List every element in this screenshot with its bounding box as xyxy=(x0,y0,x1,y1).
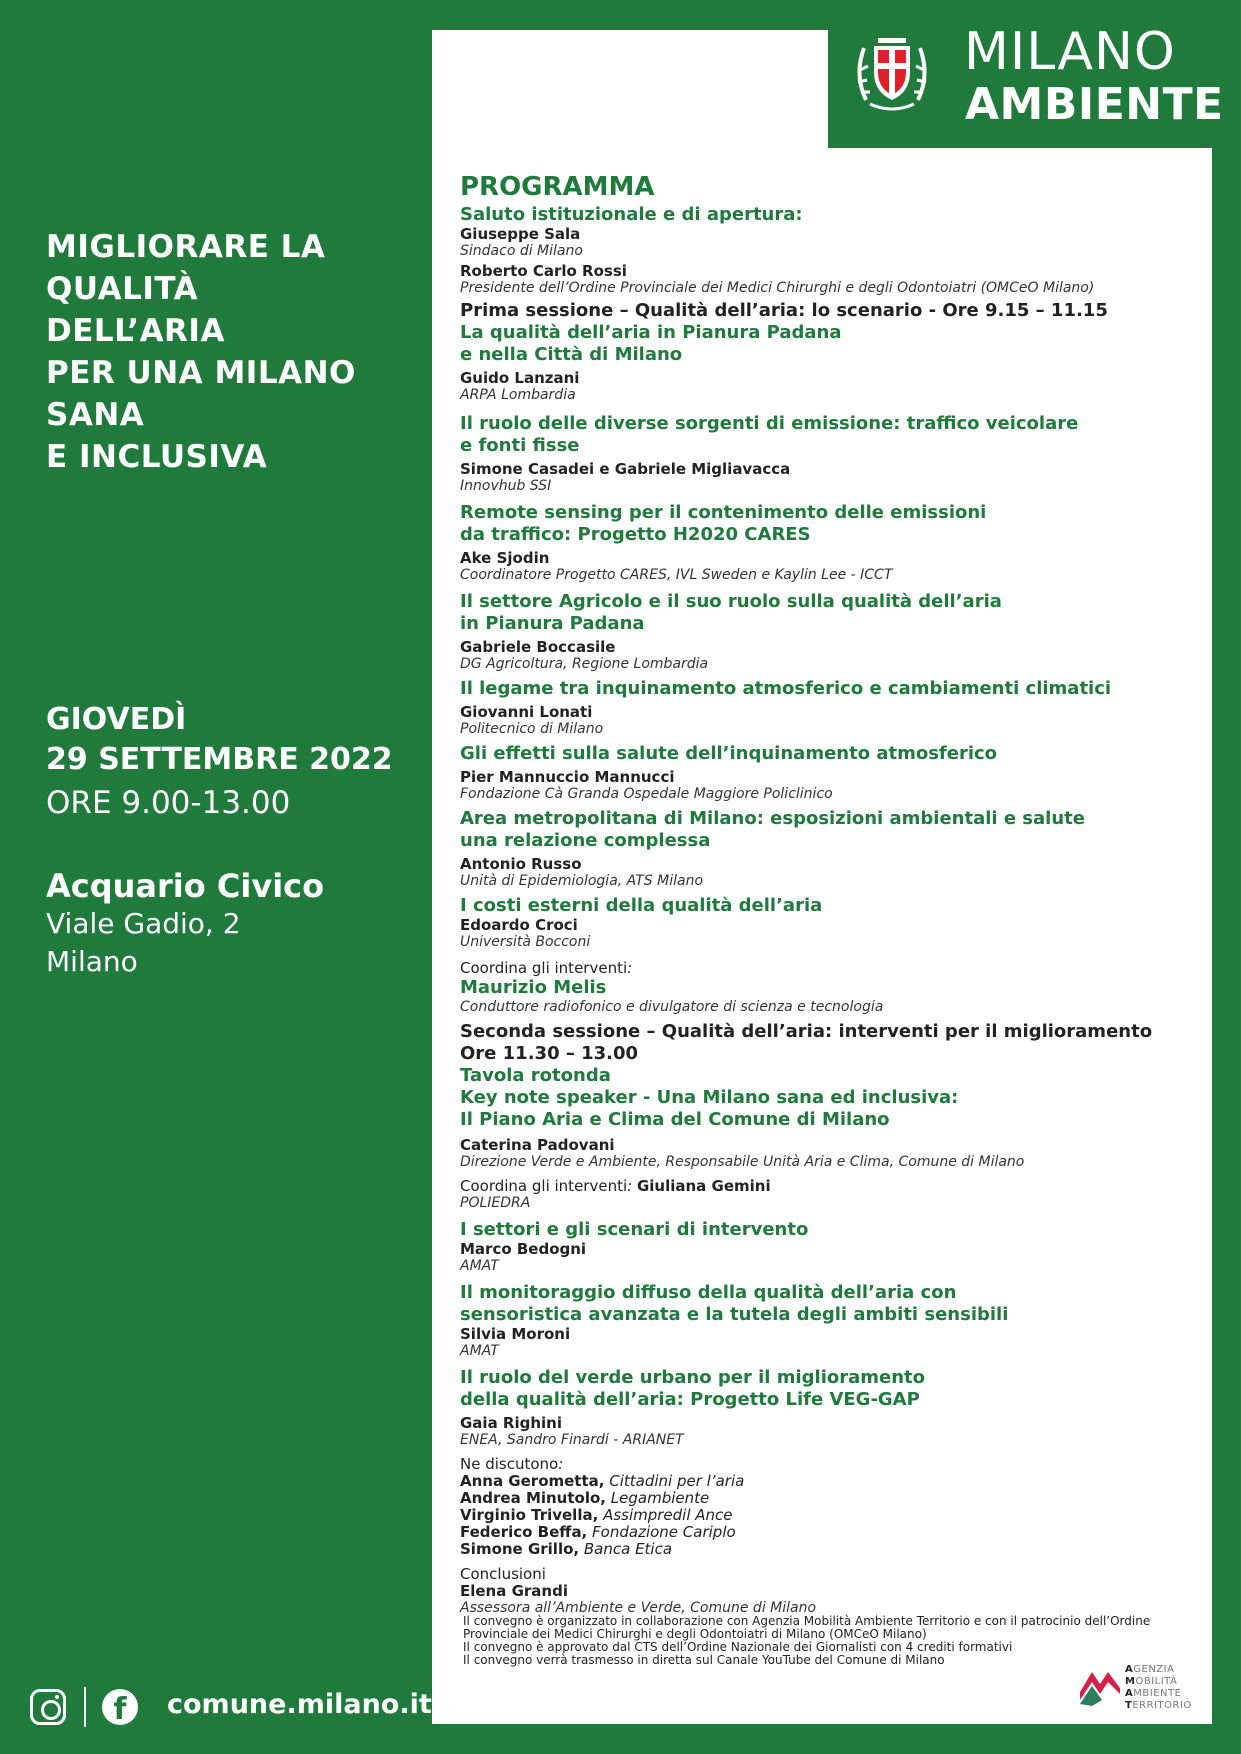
session1-heading: Prima sessione – Qualità dell’aria: lo scenario - Ore 9.15 – 11.15 xyxy=(460,300,1108,321)
amat-word: GENZIA xyxy=(1133,1664,1175,1675)
talk-title: Il settore Agricolo e il suo ruolo sulla qualità dell’aria xyxy=(460,591,1002,612)
speaker-role: Sindaco di Milano xyxy=(460,243,583,259)
moderator-role: POLIEDRA xyxy=(460,1195,531,1211)
speaker-role: Coordinatore Progetto CARES, IVL Sweden e Kaylin Lee - ICCT xyxy=(460,567,893,583)
left-column xyxy=(0,0,430,1754)
title-line: DELL’ARIA xyxy=(46,313,225,349)
talk-item xyxy=(460,591,1200,672)
footer-note: Il convegno verrà trasmesso in diretta sul Canale YouTube del Comune di Milano xyxy=(463,1653,945,1667)
session2-heading: Seconda sessione – Qualità dell’aria: interventi per il miglioramento xyxy=(460,1021,1153,1042)
amat-initial: M xyxy=(1125,1676,1136,1687)
discussant-name: Simone Grillo, xyxy=(460,1540,580,1558)
speaker-name: Pier Mannuccio Mannucci xyxy=(460,768,675,786)
footer-note: Il convegno è approvato dal CTS dell’Ordine Nazionale dei Giornalisti con 4 crediti formativi xyxy=(463,1640,1013,1654)
talk-title: in Pianura Padana xyxy=(460,613,645,634)
footer-note: Provinciale dei Medici Chirurghi e degli Odontoiatri di Milano (OMCeO Milano) xyxy=(463,1627,927,1641)
discussant-org: Cittadini per l’aria xyxy=(609,1472,745,1490)
brand-line2: AMBIENTE xyxy=(965,79,1224,130)
moderator-label: Coordina gli interventi xyxy=(460,1177,628,1195)
divider xyxy=(84,1687,86,1727)
talk-title: Il ruolo delle diverse sorgenti di emissione: traffico veicolare xyxy=(460,413,1079,434)
discussant-org: Banca Etica xyxy=(583,1540,673,1558)
amat-initial: T xyxy=(1125,1700,1133,1711)
talk-item xyxy=(460,743,1200,802)
speaker-name: Giovanni Lonati xyxy=(460,703,593,721)
speaker-name: Marco Bedogni xyxy=(460,1240,587,1258)
social-bar xyxy=(30,1683,432,1733)
talk-title: della qualità dell’aria: Progetto Life VEG-GAP xyxy=(460,1389,920,1410)
speaker-name: Gaia Righini xyxy=(460,1414,562,1432)
keynote-name: Caterina Padovani xyxy=(460,1136,615,1154)
talk-item xyxy=(460,808,1200,889)
talk-title: da traffico: Progetto H2020 CARES xyxy=(460,524,811,545)
talk-item xyxy=(460,1219,1200,1274)
talk-title: sensoristica avanzata e la tutela degli ambiti sensibili xyxy=(460,1304,1009,1325)
speaker-name: Gabriele Boccasile xyxy=(460,638,616,656)
talk-item xyxy=(460,895,1200,950)
talk-title: Il ruolo del verde urbano per il miglioramento xyxy=(460,1367,926,1388)
discussant-org: Assimpredil Ance xyxy=(603,1506,733,1524)
amat-mark-icon xyxy=(1078,1664,1122,1708)
discussant-org: Legambiente xyxy=(610,1489,710,1507)
footer-notes xyxy=(463,1615,1203,1667)
facebook-icon[interactable]: f xyxy=(102,1689,138,1725)
brand-line1: MILANO xyxy=(964,22,1176,82)
talk-title: una relazione complessa xyxy=(460,830,711,851)
speaker-name: Antonio Russo xyxy=(460,855,582,873)
website-link[interactable]: comune.milano.it xyxy=(167,1689,432,1720)
speaker-role: Unità di Epidemiologia, ATS Milano xyxy=(460,873,704,889)
keynote-title: Key note speaker - Una Milano sana ed inclusiva: xyxy=(460,1087,959,1108)
moderator-2: Coordina gli interventi: Giuliana Gemini POLIEDRA xyxy=(460,1178,1200,1211)
talk-title: I settori e gli scenari di intervento xyxy=(460,1219,809,1240)
amat-word: ERRITORIO xyxy=(1132,1700,1192,1711)
discussants: Ne discutono: Anna Gerometta, Cittadini per l’aria Andrea Minutolo, Legambiente Virginio Trivella, Assimpredil Ance Federico Beffa, Fondazione Cariplo Simone Grillo, Banca Etica xyxy=(460,1455,745,1558)
amat-logo xyxy=(1078,1664,1198,1714)
speaker-role: Innovhub SSI xyxy=(460,478,552,494)
moderator-role: Conduttore radiofonico e divulgatore di scienza e tecnologia xyxy=(460,999,884,1015)
discussant-name: Andrea Minutolo, xyxy=(460,1489,606,1507)
address-street: Viale Gadio, 2 xyxy=(46,907,241,940)
speaker-role: Università Bocconi xyxy=(460,934,591,950)
talk-title: Area metropolitana di Milano: esposizioni ambientali e salute xyxy=(460,808,1085,829)
session2-time: Ore 11.30 – 13.00 xyxy=(460,1043,639,1064)
talk-title: Il legame tra inquinamento atmosferico e cambiamenti climatici xyxy=(460,678,1112,699)
talk-title: I costi esterni della qualità dell’aria xyxy=(460,895,823,916)
instagram-icon[interactable] xyxy=(30,1689,66,1725)
footer-note: Il convegno è organizzato in collaborazione con Agenzia Mobilità Ambiente Territorio e con il patrocinio dell’Ordine xyxy=(463,1614,1151,1628)
event-time: ORE 9.00-13.00 xyxy=(46,785,291,821)
speaker-role: Presidente dell’Ordine Provinciale dei Medici Chirurghi e degli Odontoiatri (OMCeO Milano) xyxy=(460,280,1095,296)
talk-title: e nella Città di Milano xyxy=(460,344,683,365)
event-address xyxy=(46,905,241,981)
talk-title: Remote sensing per il contenimento delle emissioni xyxy=(460,502,987,523)
speaker-role: Politecnico di Milano xyxy=(460,721,604,737)
roundtable-title: Tavola rotonda xyxy=(460,1065,611,1086)
speaker-role: Fondazione Cà Granda Ospedale Maggiore Policlinico xyxy=(460,786,833,802)
moderator-1: Coordina gli interventi: Maurizio Melis Conduttore radiofonico e divulgatore di scienza e tecnologia xyxy=(460,960,1200,1015)
speaker-name: Simone Casadei e Gabriele Migliavacca xyxy=(460,460,791,478)
talk-title: Il monitoraggio diffuso della qualità dell’aria con xyxy=(460,1282,957,1303)
conclusions-name: Elena Grandi xyxy=(460,1582,568,1600)
talk-item xyxy=(460,678,1200,737)
milano-ambiente-logo xyxy=(828,0,1241,148)
speaker-role: AMAT xyxy=(460,1258,499,1274)
title-line: MIGLIORARE LA xyxy=(46,229,326,265)
talk-item xyxy=(460,1367,1200,1448)
talk-item xyxy=(460,322,1200,403)
event-date xyxy=(46,700,393,780)
talk-title: Gli effetti sulla salute dell’inquinamento atmosferico xyxy=(460,743,998,764)
speaker-name: Silvia Moroni xyxy=(460,1325,571,1343)
speaker-name: Ake Sjodin xyxy=(460,549,550,567)
moderator-name: Maurizio Melis xyxy=(460,977,607,998)
date-full: 29 SETTEMBRE 2022 xyxy=(46,742,393,777)
title-line: QUALITÀ xyxy=(46,271,199,307)
discussant-org: Fondazione Cariplo xyxy=(592,1523,736,1541)
amat-word: OBILITÀ xyxy=(1135,1676,1178,1687)
talk-title: La qualità dell’aria in Pianura Padana xyxy=(460,322,842,343)
discussants-label: Ne discutono xyxy=(460,1455,559,1473)
talk-title: e fonti fisse xyxy=(460,435,580,456)
discussant-name: Virginio Trivella, xyxy=(460,1506,599,1524)
keynote-subtitle: Il Piano Aria e Clima del Comune di Milano xyxy=(460,1109,890,1130)
program-heading: PROGRAMMA xyxy=(460,172,655,202)
event-title xyxy=(46,226,416,478)
conclusions-label: Conclusioni xyxy=(460,1565,546,1583)
speaker-name: Edoardo Croci xyxy=(460,916,578,934)
event-venue: Acquario Civico xyxy=(46,867,325,905)
amat-initial: A xyxy=(1125,1664,1134,1675)
opening-title: Saluto istituzionale e di apertura: xyxy=(460,204,803,225)
speaker-role: ENEA, Sandro Finardi - ARIANET xyxy=(460,1432,684,1448)
amat-text xyxy=(1125,1664,1192,1712)
speaker-role: ARPA Lombardia xyxy=(460,387,576,403)
speaker-role: AMAT xyxy=(460,1343,499,1359)
title-line: SANA xyxy=(46,397,145,433)
address-city: Milano xyxy=(46,945,138,978)
title-line: E INCLUSIVA xyxy=(46,439,268,475)
conclusions-role: Assessora all’Ambiente e Verde, Comune di Milano xyxy=(460,1600,817,1616)
talk-item xyxy=(460,1282,1200,1359)
talk-item xyxy=(460,502,1200,583)
conclusions xyxy=(460,1566,1200,1616)
moderator-label: Coordina gli interventi xyxy=(460,959,628,977)
moderator-name: Giuliana Gemini xyxy=(636,1177,771,1195)
amat-initial: A xyxy=(1125,1688,1134,1699)
amat-word: MBIENTE xyxy=(1133,1688,1182,1699)
speaker-name: Roberto Carlo Rossi xyxy=(460,262,627,280)
keynote-role: Direzione Verde e Ambiente, Responsabile Unità Aria e Clima, Comune di Milano xyxy=(460,1154,1025,1170)
title-line: PER UNA MILANO xyxy=(46,355,356,391)
program xyxy=(460,170,1200,1616)
talk-item xyxy=(460,413,1200,494)
speaker-role: DG Agricoltura, Regione Lombardia xyxy=(460,656,709,672)
discussant-name: Anna Gerometta, xyxy=(460,1472,605,1490)
milano-crest-icon xyxy=(852,30,932,115)
date-day: GIOVEDÌ xyxy=(46,702,187,737)
speaker-name: Guido Lanzani xyxy=(460,369,580,387)
speaker-name: Giuseppe Sala xyxy=(460,225,581,243)
discussant-name: Federico Beffa, xyxy=(460,1523,588,1541)
